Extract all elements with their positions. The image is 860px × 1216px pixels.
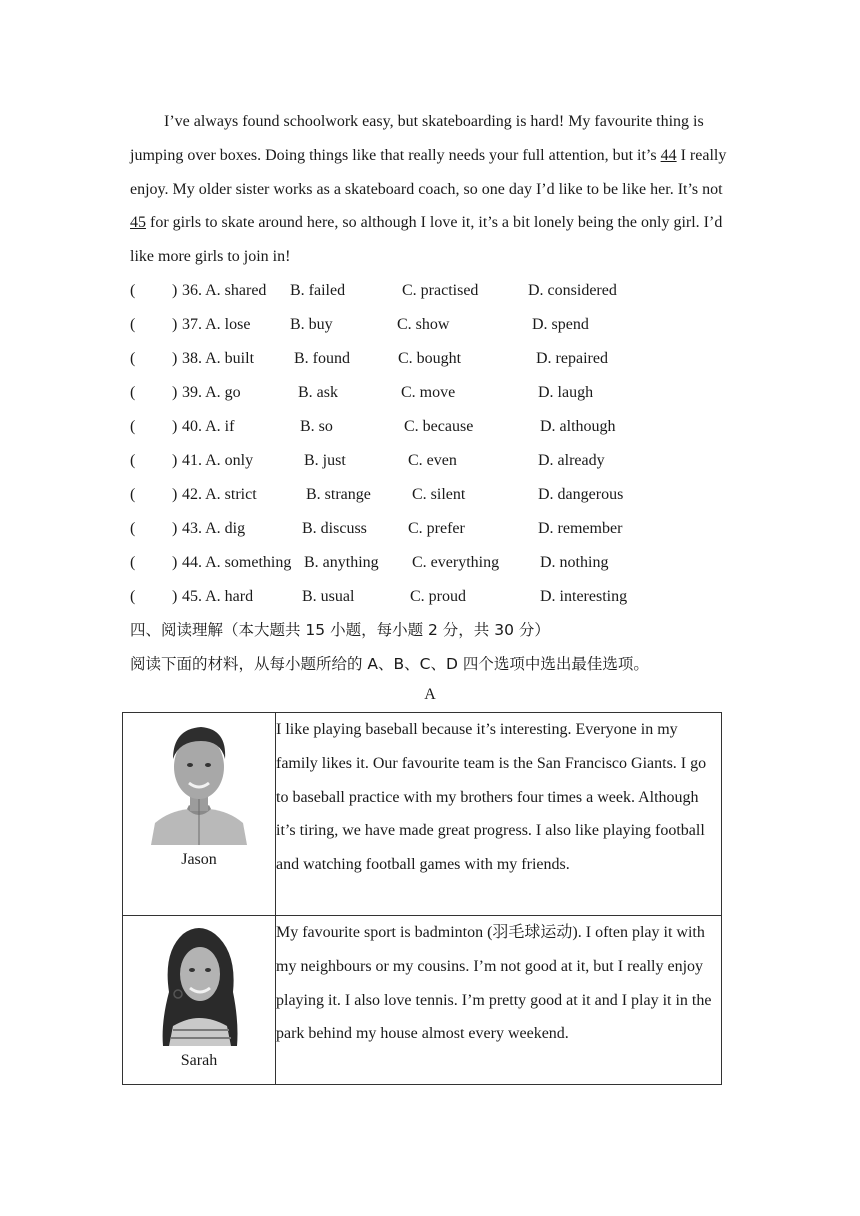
option-d: D. nothing: [540, 554, 609, 571]
person-description: I like playing baseball because it’s interesting. Everyone in my family likes it. Our favourite team is the San Francisco Giants. I go to baseball practice with my brothers four times a week. Although it’s tiring, we have made great progress. I also like playing football and watching football games with my friends.: [276, 713, 722, 916]
option-b: B. strange: [306, 486, 371, 503]
option-c: C. prefer: [408, 520, 465, 537]
boy-portrait-image: [149, 719, 249, 845]
option-b: B. ask: [298, 384, 338, 401]
option-d: D. dangerous: [538, 486, 624, 503]
option-a: 36. A. shared: [182, 282, 267, 299]
option-d: D. interesting: [540, 588, 628, 605]
passage-text-2: I really enjoy. My older sister works as a skateboard coach, so one day I’d like to be like her. It’s not: [130, 146, 727, 198]
people-table: [122, 712, 722, 1085]
option-b: B. anything: [304, 554, 379, 571]
open-paren: (: [130, 452, 136, 469]
option-b: B. failed: [290, 282, 346, 299]
passage-text-1: I’ve always found schoolwork easy, but skateboarding is hard! My favourite thing is jumping over boxes. Doing things like that really needs your full attention, but it’s: [130, 113, 704, 164]
option-c: C. because: [404, 418, 474, 435]
person-name: Jason: [181, 851, 217, 868]
option-d: D. considered: [528, 282, 617, 299]
close-paren: ): [172, 316, 178, 333]
close-paren: ): [172, 554, 178, 571]
option-c: C. everything: [412, 554, 500, 571]
option-a: 45. A. hard: [182, 588, 254, 605]
option-d: D. remember: [538, 520, 623, 537]
option-d: D. spend: [532, 316, 589, 333]
option-b: B. so: [300, 418, 333, 435]
option-b: B. discuss: [302, 520, 367, 537]
option-a: 38. A. built: [182, 350, 255, 367]
option-b: B. usual: [302, 588, 355, 605]
photo-cell: [123, 916, 276, 1085]
option-c: C. proud: [410, 588, 466, 605]
option-c: C. even: [408, 452, 457, 469]
close-paren: ): [172, 486, 178, 503]
close-paren: ): [172, 384, 178, 401]
option-c: C. practised: [402, 282, 479, 299]
option-c: C. show: [397, 316, 450, 333]
open-paren: (: [130, 384, 136, 401]
table-row: [123, 916, 722, 1085]
close-paren: ): [172, 452, 178, 469]
option-b: B. just: [304, 452, 346, 469]
option-d: D. already: [538, 452, 605, 469]
passage-text-3: for girls to skate around here, so although I love it, it’s a bit lonely being the only girl. I’d like more girls to join in!: [130, 214, 723, 266]
open-paren: (: [130, 486, 136, 503]
table-row: [123, 713, 722, 916]
option-d: D. repaired: [536, 350, 608, 367]
option-a: 42. A. strict: [182, 486, 257, 503]
blank-45: 45: [130, 214, 146, 232]
option-c: C. bought: [398, 350, 462, 367]
person-name: Sarah: [180, 1052, 218, 1069]
open-paren: (: [130, 316, 136, 333]
option-a: 41. A. only: [182, 452, 254, 469]
close-paren: ): [172, 418, 178, 435]
option-c: C. silent: [412, 486, 466, 503]
open-paren: (: [130, 350, 136, 367]
option-b: B. found: [294, 350, 350, 367]
close-paren: ): [172, 588, 178, 605]
option-c: C. move: [401, 384, 456, 401]
photo-cell: [123, 713, 276, 916]
person-description: My favourite sport is badminton (羽毛球运动). I often play it with my neighbours or my cousins. I’m not good at it, but I really enjoy playing it. I also love tennis. I’m pretty good at it and I play it in the park behind my house almost every weekend.: [276, 916, 722, 1085]
option-d: D. although: [540, 418, 616, 435]
option-a: 39. A. go: [182, 384, 241, 401]
girl-portrait-image: [153, 922, 245, 1046]
option-b: B. buy: [290, 316, 333, 333]
option-a: 40. A. if: [182, 418, 235, 435]
section-title: 四、阅读理解（本大题共 15 小题，每小题 2 分，共 30 分）: [130, 621, 550, 639]
passage-paragraph: [130, 105, 730, 274]
section-instruction: 阅读下面的材料，从每小题所给的 A、B、C、D 四个选项中选出最佳选项。: [130, 655, 649, 673]
open-paren: (: [130, 282, 136, 299]
option-d: D. laugh: [538, 384, 594, 401]
blank-44: 44: [660, 146, 677, 164]
open-paren: (: [130, 554, 136, 571]
option-a: 37. A. lose: [182, 316, 251, 333]
open-paren: (: [130, 418, 136, 435]
passage-label: A: [424, 686, 436, 703]
close-paren: ): [172, 350, 178, 367]
option-a: 43. A. dig: [182, 520, 246, 537]
close-paren: ): [172, 520, 178, 537]
open-paren: (: [130, 588, 136, 605]
open-paren: (: [130, 520, 136, 537]
close-paren: ): [172, 282, 178, 299]
option-a: 44. A. something: [182, 554, 292, 571]
